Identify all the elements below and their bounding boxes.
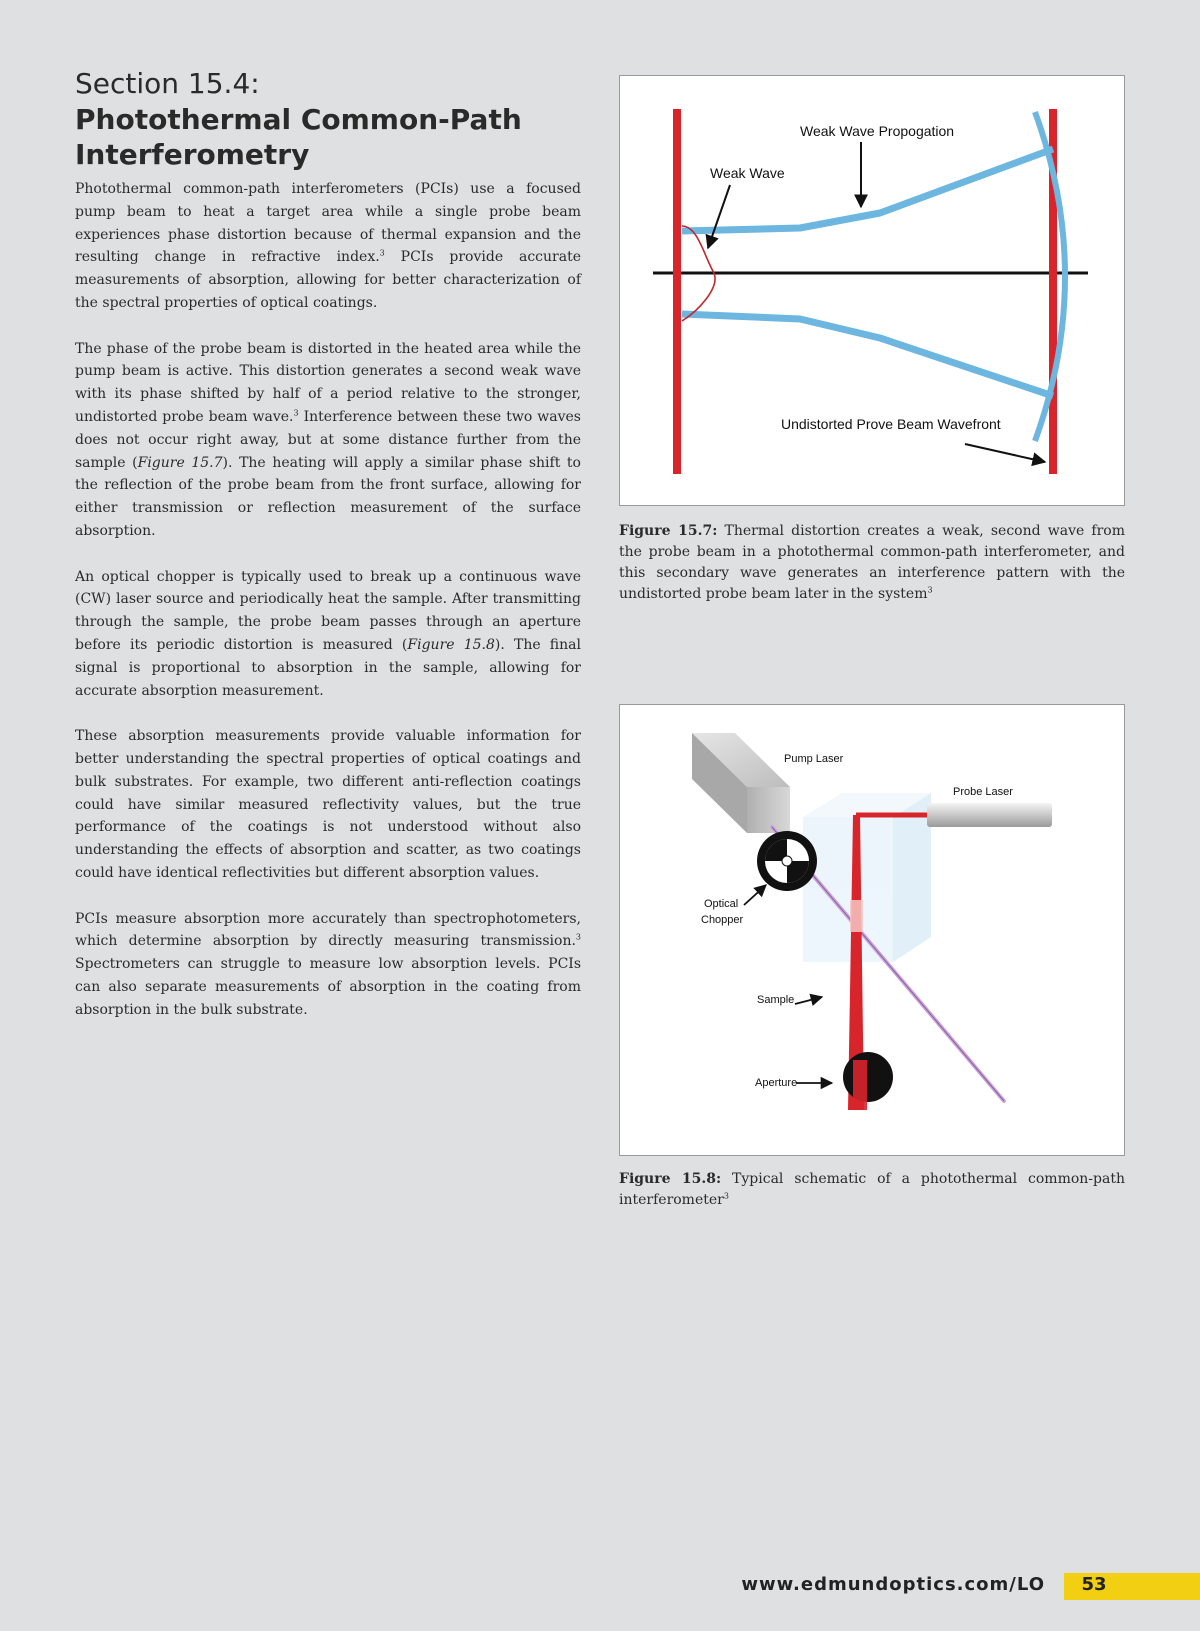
aperture-disk [843, 1052, 893, 1102]
section-title-line1: Photothermal Common-Path [75, 103, 522, 136]
caption-text: Thermal distortion creates a weak, second wave from the probe beam in a photothermal common-path interferometer, and this secondary wave generates an interference pattern with the undistorted probe beam later in the system [619, 523, 1125, 602]
paragraph-5-text-b: Spectrometers can struggle to measure low absorption levels. PCIs can also separate measurements of absorption in the coating from absorption in the bulk substrate. [75, 956, 581, 1018]
pci-schematic [620, 705, 1124, 1155]
probe-laser-housing [927, 803, 1052, 827]
reference-mark: 3 [575, 932, 581, 942]
paragraph-2 [75, 338, 581, 543]
label-weak-wave: Weak Wave [710, 165, 785, 181]
pump-laser-housing [692, 733, 790, 833]
figure-15-8 [619, 704, 1125, 1156]
probe-beam-in-sample [850, 900, 863, 932]
paragraph-3-text: An optical chopper is typically used to break up a continuous wave (CW) laser source and periodically heat the sample. After transmitting through the sample, the probe beam passes through an aperture before its periodic distortion is measured ( [75, 568, 581, 653]
chopper-arrow [744, 885, 766, 905]
undistorted-arrow [965, 444, 1045, 462]
paragraph-3 [75, 566, 581, 703]
paragraph-2-text: The phase of the probe beam is distorted in the heated area while the pump beam is active. This distortion generates a second weak wave with its phase shifted by half of a period relative to the stronger, undistorted probe beam wave. [75, 340, 581, 425]
figure-15-7 [619, 75, 1125, 506]
section-number: Section 15.4: [75, 67, 260, 100]
label-optical: Optical [704, 898, 739, 910]
figure-reference-15-7: Figure 15.7 [137, 454, 223, 471]
label-probe-laser: Probe Laser [953, 786, 1013, 798]
optical-chopper [757, 831, 817, 891]
label-sample: Sample [757, 994, 795, 1006]
paragraph-1-text-b: PCIs provide accurate measurements of absorption, allowing for better characterization of the spectral properties of optical coatings. [75, 249, 581, 311]
reference-mark: 3 [723, 1191, 729, 1201]
reference-mark: 3 [379, 248, 385, 258]
caption-label: Figure 15.7: [619, 523, 718, 539]
weak-wave-arrow [708, 185, 730, 248]
paragraph-5-text: PCIs measure absorption more accurately than spectrophotometers, which determine absorption by directly measuring transmission. [75, 910, 581, 950]
label-aperture: Aperture [755, 1077, 798, 1089]
label-undistorted-wavefront: Undistorted Prove Beam Wavefront [781, 416, 1001, 432]
caption-text: Typical schematic of a photothermal common-path interferometer [619, 1171, 1125, 1208]
article-body [75, 66, 581, 1044]
figure-15-8-caption [619, 1169, 1125, 1211]
section-title [75, 102, 581, 172]
paragraph-5 [75, 908, 581, 1022]
reference-mark: 3 [293, 408, 299, 418]
figure-15-7-caption [619, 521, 1125, 605]
paragraph-1 [75, 178, 581, 315]
wavefront-diagram [620, 76, 1124, 505]
paragraph-2-text-b: Interference between these two waves does not occur right away, but at some distance further from the sample ( [75, 408, 581, 471]
label-pump-laser: Pump Laser [784, 753, 844, 765]
page-number: 53 [1081, 1574, 1107, 1595]
probe-beam-through-aperture [853, 1060, 867, 1110]
label-chopper: Chopper [701, 914, 744, 926]
reference-mark: 3 [927, 585, 933, 595]
beam-upper-edge [682, 149, 1053, 231]
paragraph-4: These absorption measurements provide valuable information for better understanding the spectral properties of optical coatings and bulk substrates. For example, two different anti-reflection coatings could have similar measured reflectivity values, but the true performance of the coatings is not understood without also understanding the effects of absorption and scatter, as two coatings could have identical reflectivities but different absorption values. [75, 728, 581, 881]
paragraph-2-text-c: ). The heating will apply a similar phase shift to the reflection of the probe beam from the front surface, allowing for either transmission or reflection measurement of the surface absorption. [75, 454, 581, 539]
paragraph-1-text: Photothermal common-path interferometers (PCIs) use a focused pump beam to heat a target area while a single probe beam experiences phase distortion because of thermal expansion and the resulting change in refractive index. [75, 181, 581, 266]
section-title-line2: Interferometry [75, 138, 310, 171]
label-weak-wave-propagation: Weak Wave Propogation [800, 123, 955, 139]
caption-label: Figure 15.8: [619, 1171, 722, 1187]
paragraph-3-text-b: ). The final signal is proportional to absorption in the sample, allowing for accurate absorption measurement. [75, 636, 581, 699]
beam-lower-edge [682, 314, 1053, 396]
sample-arrow [795, 997, 822, 1004]
figure-reference-15-8: Figure 15.8 [407, 636, 495, 653]
footer-url[interactable]: www.edmundoptics.com/LO [741, 1574, 1045, 1595]
